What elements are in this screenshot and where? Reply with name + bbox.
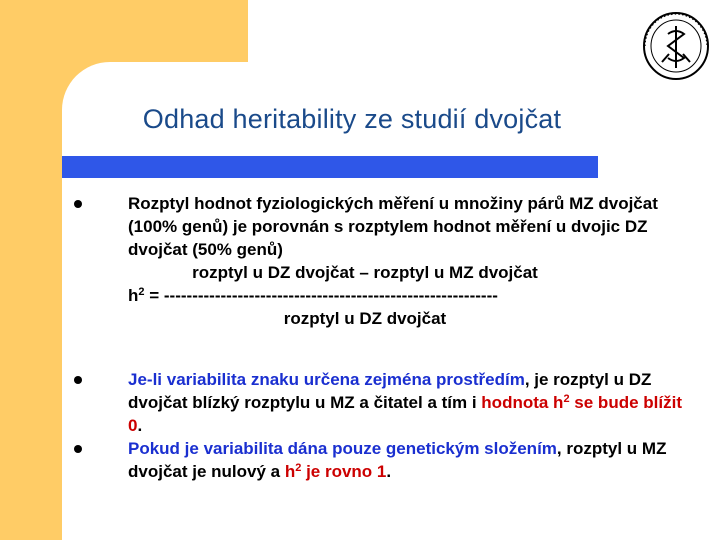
- formula-h-superscript: 2: [138, 286, 145, 298]
- title-underline-bar: [62, 156, 598, 178]
- bullet-2-period: .: [137, 416, 143, 435]
- university-seal-icon: [640, 10, 712, 82]
- formula-equals: =: [144, 286, 164, 305]
- bullet-item-3: [70, 437, 700, 483]
- bullet-2-h-value: hodnota h: [481, 393, 564, 412]
- formula-numerator: rozptyl u DZ dvojčat – rozptyl u MZ dvojčat: [192, 263, 538, 282]
- bullet-3-genetic: Pokud je variabilita dána pouze genetickým složením: [128, 439, 557, 458]
- formula-denominator: rozptyl u DZ dvojčat: [283, 309, 447, 328]
- bullet-dot-icon: [74, 445, 82, 453]
- bullet-1-text: Rozptyl hodnot fyziologických měření u množiny párů MZ dvojčat (100% genů) je porovnán s rozptylem hodnot měření u dvojic DZ dvojčat (50% genů): [128, 194, 658, 259]
- bullet-dot-icon: [74, 200, 82, 208]
- bullet-3-equals-one: je rovno 1: [301, 462, 387, 481]
- slide-title: Odhad heritability ze studií dvojčat: [142, 104, 562, 134]
- bullet-2-text: , je rozptyl u DZ dvojčat blízký rozptylu u MZ a čitatel a tím i: [128, 370, 652, 412]
- slide-content: [70, 192, 700, 483]
- bullet-item-1: [70, 192, 700, 261]
- bullet-3-period: .: [386, 462, 392, 481]
- bullet-3-h: h: [284, 462, 296, 481]
- bullet-3-h-superscript: 2: [295, 462, 302, 474]
- bullet-2-approach-zero: se bude blížit 0: [128, 393, 682, 435]
- bullet-2-environment: Je-li variabilita znaku určena zejména prostředím: [128, 370, 525, 389]
- bullet-3-text: , rozptyl u MZ dvojčat je nulový a: [128, 439, 667, 481]
- bullet-2-h-superscript: 2: [563, 393, 570, 405]
- bullet-dot-icon: [74, 376, 82, 384]
- bullet-item-2: [70, 368, 700, 437]
- formula-fraction-line: [70, 284, 700, 307]
- formula-dashes: -----------------------------------------------------------: [163, 286, 498, 305]
- formula-h: h: [128, 286, 139, 305]
